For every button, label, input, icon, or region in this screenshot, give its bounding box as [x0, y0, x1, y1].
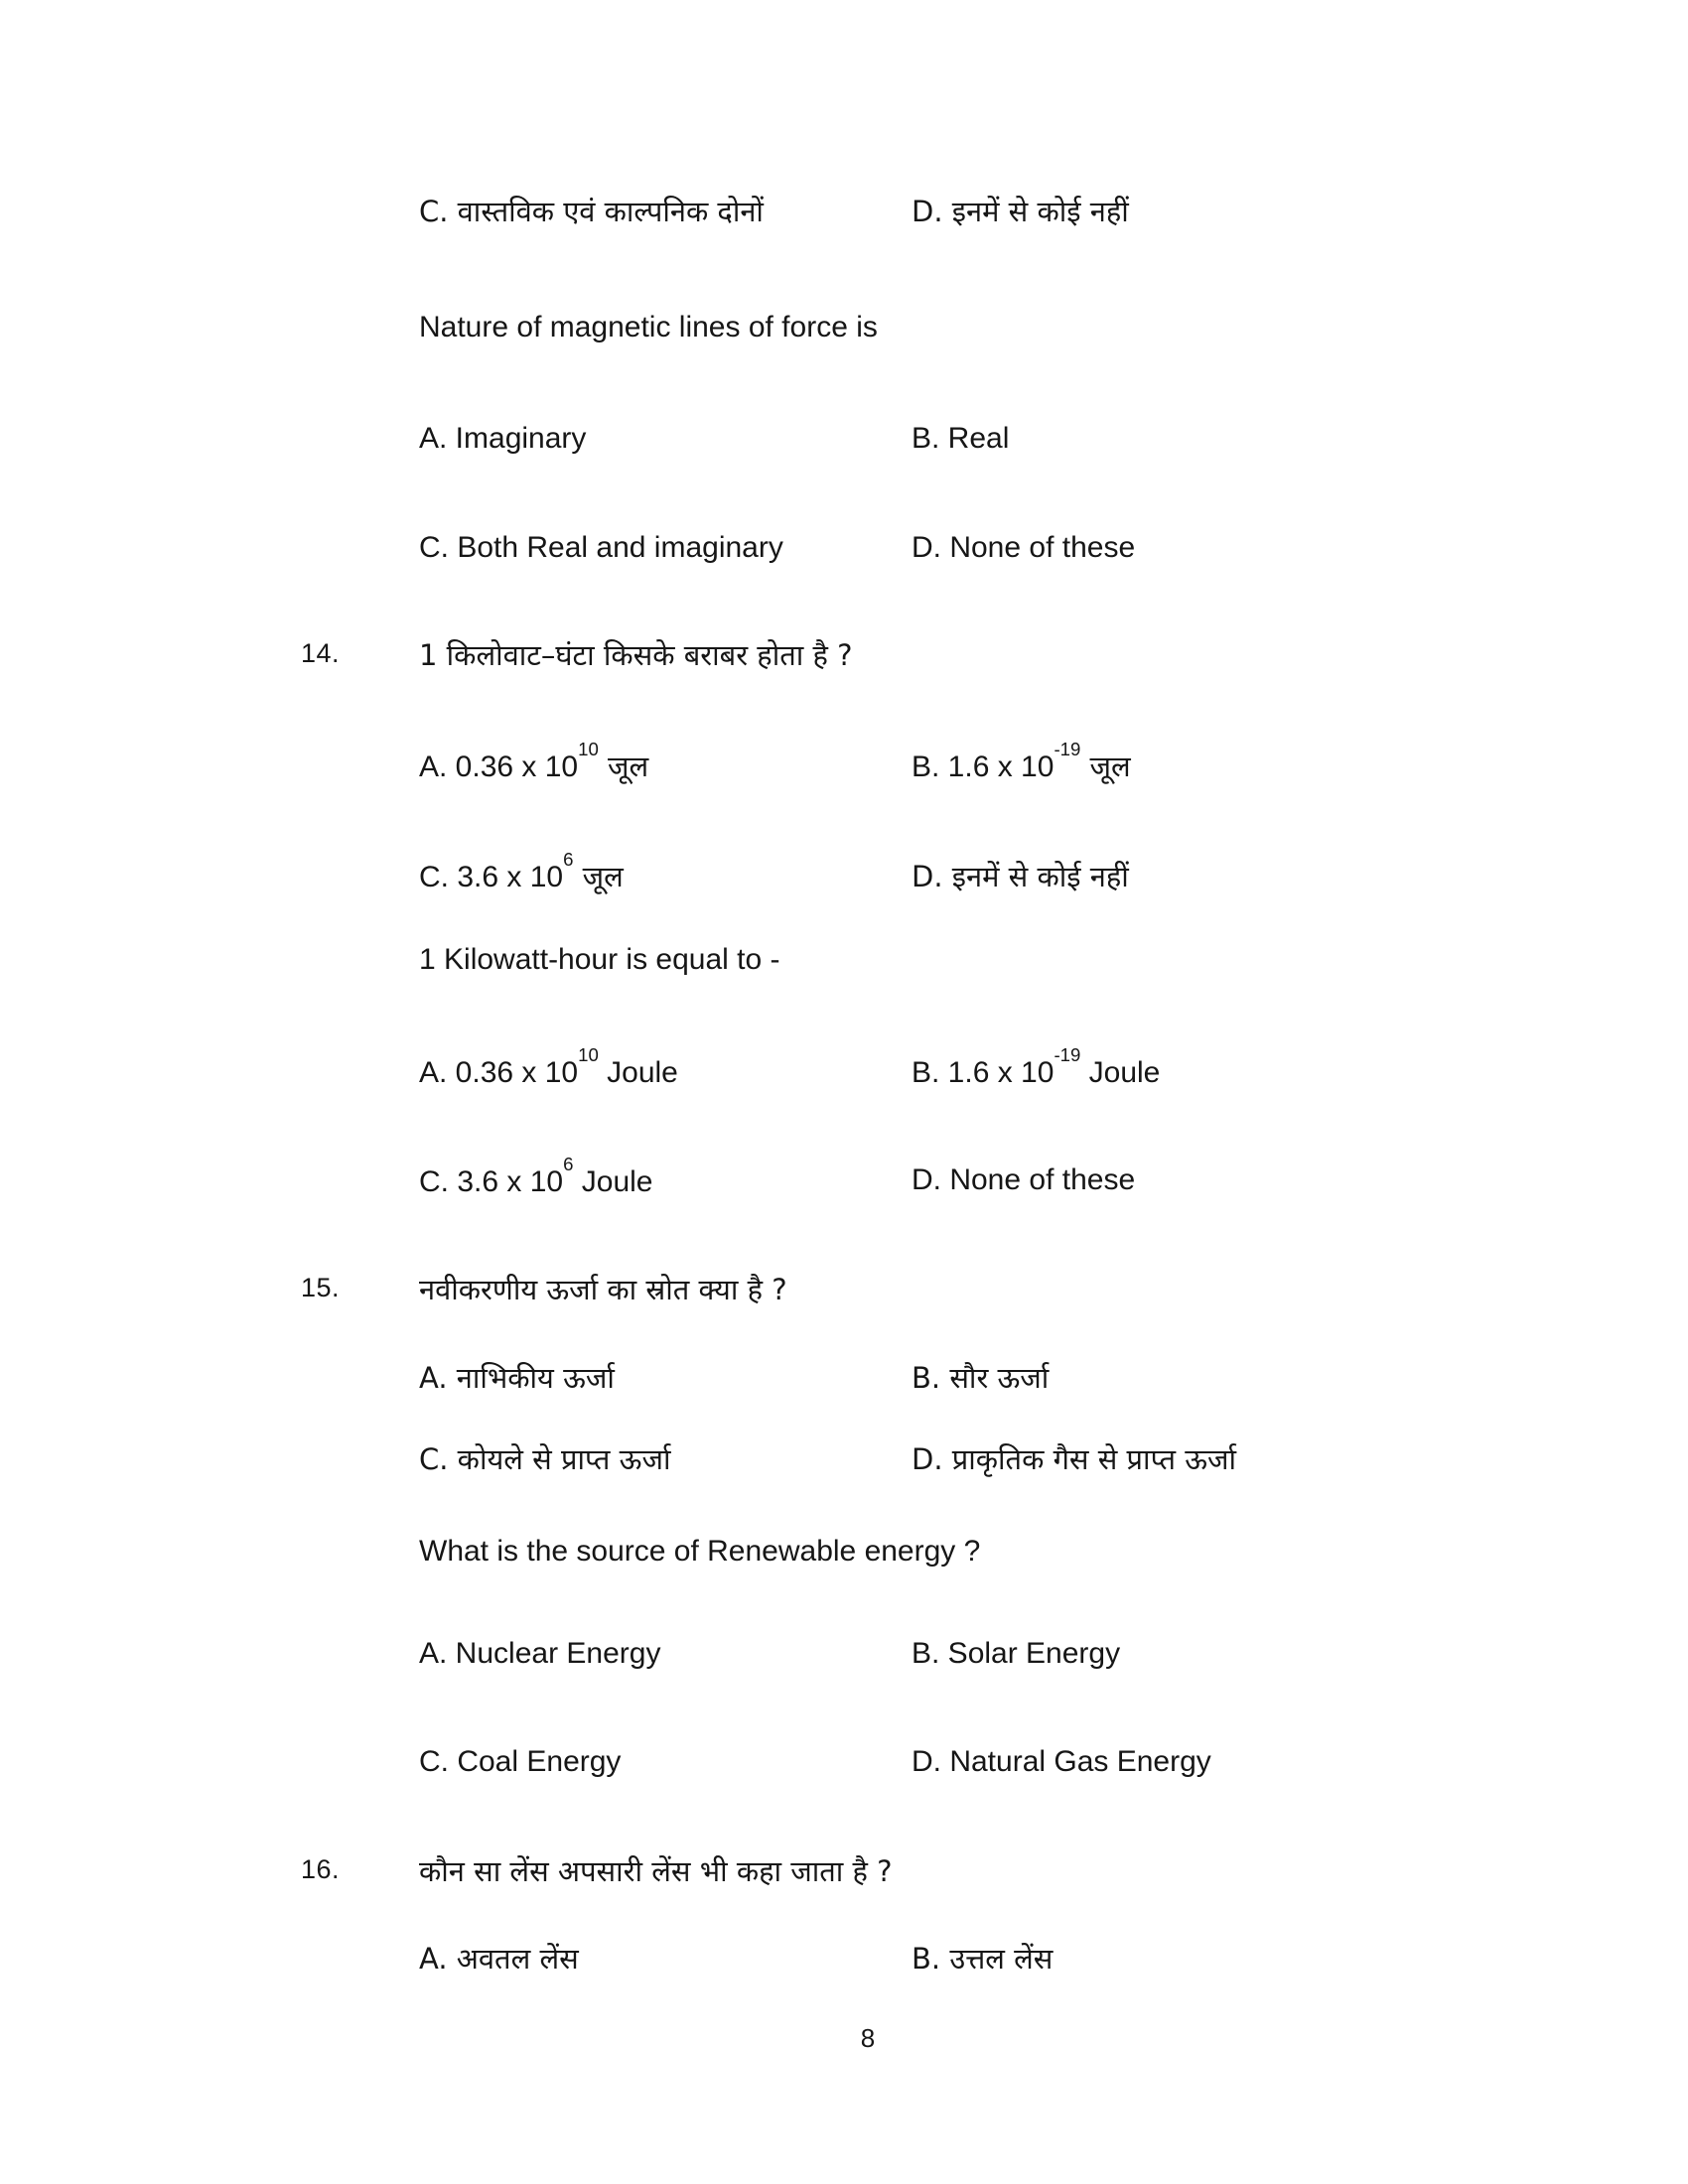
option-d: D. None of these — [912, 531, 1136, 564]
option-a: A. 0.36 x $10^{10}$ जूल — [419, 738, 649, 783]
option-c: C. कोयले से प्राप्त ऊर्जा — [419, 1442, 671, 1476]
option-d: D. None of these — [912, 1163, 1136, 1196]
option-c: C. Coal Energy — [419, 1745, 622, 1778]
question-number: 16. — [301, 1854, 341, 1884]
option-d: D. Natural Gas Energy — [912, 1745, 1211, 1778]
option-c: C. Both Real and imaginary — [419, 531, 783, 564]
q14-options-ab-hi — [0, 738, 1688, 790]
option-d: D. इनमें से कोई नहीं — [912, 195, 1129, 228]
prev-question-text-en — [0, 311, 1688, 354]
exponent: 10 — [578, 738, 599, 759]
option-c: C. 3.6 x $10^6$ Joule — [419, 1153, 653, 1198]
question-text: नवीकरणीय ऊर्जा का स्रोत क्या है ? — [419, 1273, 787, 1306]
exponent: 10 — [578, 1043, 599, 1065]
q14-options-ab-en — [0, 1043, 1688, 1098]
option-d: D. इनमें से कोई नहीं — [912, 860, 1129, 893]
option-c: C. वास्तविक एवं काल्पनिक दोनों — [419, 195, 764, 228]
q14-options-cd-en — [0, 1153, 1688, 1207]
question-number: 14. — [301, 638, 341, 668]
question-text: What is the source of Renewable energy ? — [419, 1535, 981, 1568]
option-a: A. नाभिकीय ऊर्जा — [419, 1361, 615, 1395]
option-b: B. Solar Energy — [912, 1637, 1121, 1670]
question-text: Nature of magnetic lines of force is — [419, 311, 878, 343]
option-b: B. Real — [912, 422, 1010, 455]
exponent: 6 — [563, 1153, 574, 1174]
option-a: A. अवतल लेंस — [419, 1942, 579, 1976]
q15-options-cd-en — [0, 1745, 1688, 1789]
option-a: A. 0.36 x $10^{10}$ Joule — [419, 1043, 678, 1089]
exponent: -19 — [1054, 738, 1081, 759]
q14-question-en — [0, 943, 1688, 987]
question-text: कौन सा लेंस अपसारी लेंस भी कहा जाता है ? — [419, 1854, 893, 1888]
exponent: 6 — [563, 848, 574, 870]
option-c: C. 3.6 x $10^6$ जूल — [419, 848, 624, 893]
q14-options-cd-hi — [0, 848, 1688, 900]
question-number: 15. — [301, 1273, 341, 1302]
q15-question-hi — [0, 1270, 1688, 1313]
exponent: -19 — [1054, 1043, 1081, 1065]
q15-options-cd-hi — [0, 1439, 1688, 1483]
q15-options-ab-hi — [0, 1358, 1688, 1402]
page-number: 8 — [860, 2023, 876, 2053]
prev-question-options-cd-en — [0, 531, 1688, 575]
question-text: 1 किलोवाट–घंटा किसके बराबर होता है ? — [419, 638, 853, 672]
prev-question-options-ab-en — [0, 422, 1688, 466]
prev-question-options-cd-hi — [0, 192, 1688, 235]
option-b: B. सौर ऊर्जा — [912, 1361, 1050, 1395]
option-b: B. 1.6 x $10^{-19}$ जूल — [912, 738, 1131, 783]
option-b: B. 1.6 x $10^{-19}$ Joule — [912, 1043, 1161, 1089]
option-b: B. उत्तल लेंस — [912, 1942, 1054, 1976]
option-d: D. प्राकृतिक गैस से प्राप्त ऊर्जा — [912, 1442, 1237, 1476]
q16-question-hi — [0, 1851, 1688, 1895]
q16-options-ab-hi — [0, 1939, 1688, 1982]
question-text: 1 Kilowatt-hour is equal to - — [419, 943, 780, 976]
q15-question-en — [0, 1535, 1688, 1578]
option-a: A. Imaginary — [419, 422, 587, 455]
q15-options-ab-en — [0, 1637, 1688, 1681]
q14-question-hi — [0, 635, 1688, 679]
option-a: A. Nuclear Energy — [419, 1637, 661, 1670]
